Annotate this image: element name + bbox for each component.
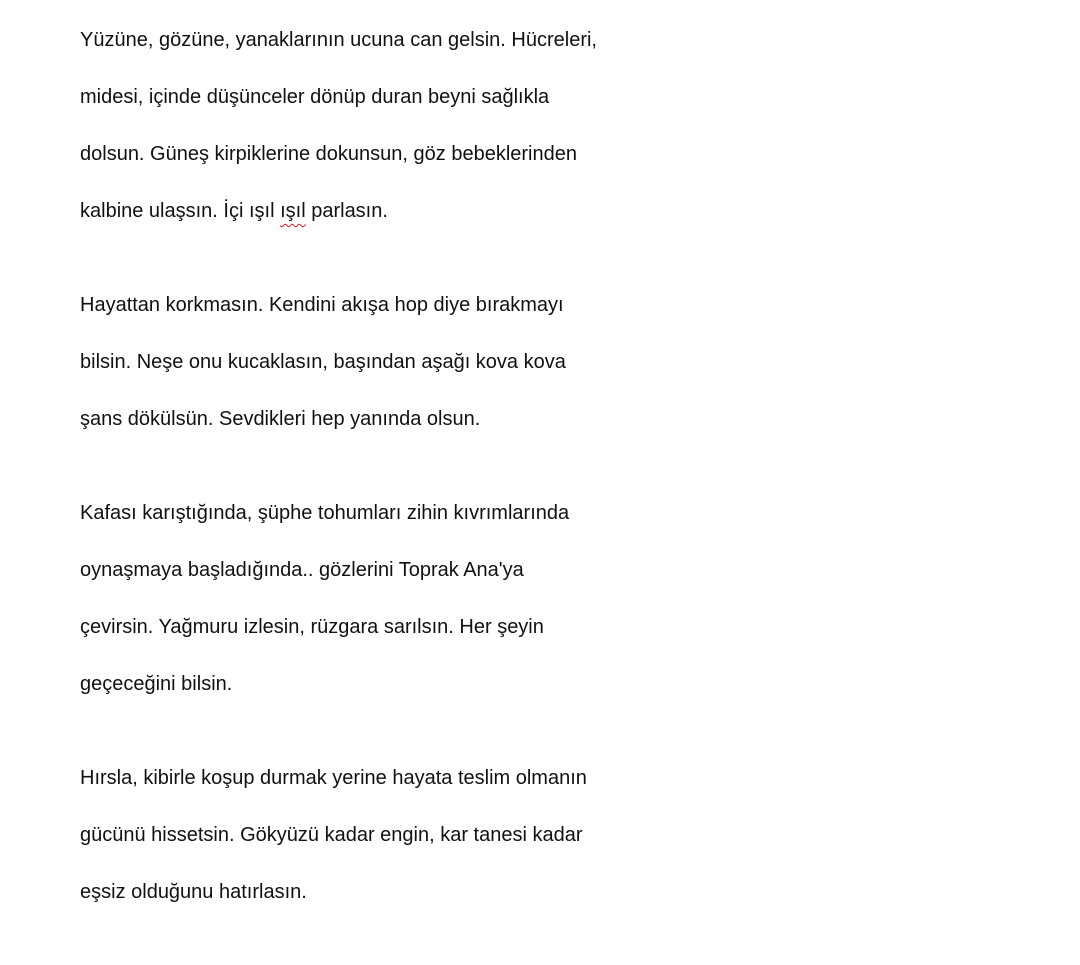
spellcheck-flagged-word[interactable]: ışıl <box>280 200 306 222</box>
text-line: çevirsin. Yağmuru izlesin, rüzgara sarılsın. Her şeyin <box>80 616 544 638</box>
text-line: şans dökülsün. Sevdikleri hep yanında olsun. <box>80 408 481 430</box>
paragraph-4 <box>80 750 1080 921</box>
text-line: Hırsla, kibirle koşup durmak yerine hayata teslim olmanın <box>80 767 587 789</box>
text-line: gücünü hissetsin. Gökyüzü kadar engin, kar tanesi kadar <box>80 824 583 846</box>
text-line: Yüzüne, gözüne, yanaklarının ucuna can gelsin. Hücreleri, <box>80 29 597 51</box>
paragraph-1 <box>80 12 1080 240</box>
text-line: Hayattan korkmasın. Kendini akışa hop diye bırakmayı <box>80 294 564 316</box>
text-line: eşsiz olduğunu hatırlasın. <box>80 881 307 903</box>
paragraph-2 <box>80 277 1080 448</box>
text-line: bilsin. Neşe onu kucaklasın, başından aşağı kova kova <box>80 351 566 373</box>
text-line <box>80 183 1080 240</box>
text-line: midesi, içinde düşünceler dönüp duran beyni sağlıkla <box>80 86 550 108</box>
text-line: dolsun. Güneş kirpiklerine dokunsun, göz bebeklerinden <box>80 143 577 165</box>
text-line: Kafası karıştığında, şüphe tohumları zihin kıvrımlarında <box>80 502 570 524</box>
text-segment: parlasın. <box>305 200 388 222</box>
text-line: oynaşmaya başladığında.. gözlerini Toprak Ana'ya <box>80 559 524 581</box>
text-line: geçeceğini bilsin. <box>80 673 233 695</box>
text-segment: kalbine ulaşsın. İçi ışıl <box>80 200 281 222</box>
paragraph-3 <box>80 485 1080 713</box>
